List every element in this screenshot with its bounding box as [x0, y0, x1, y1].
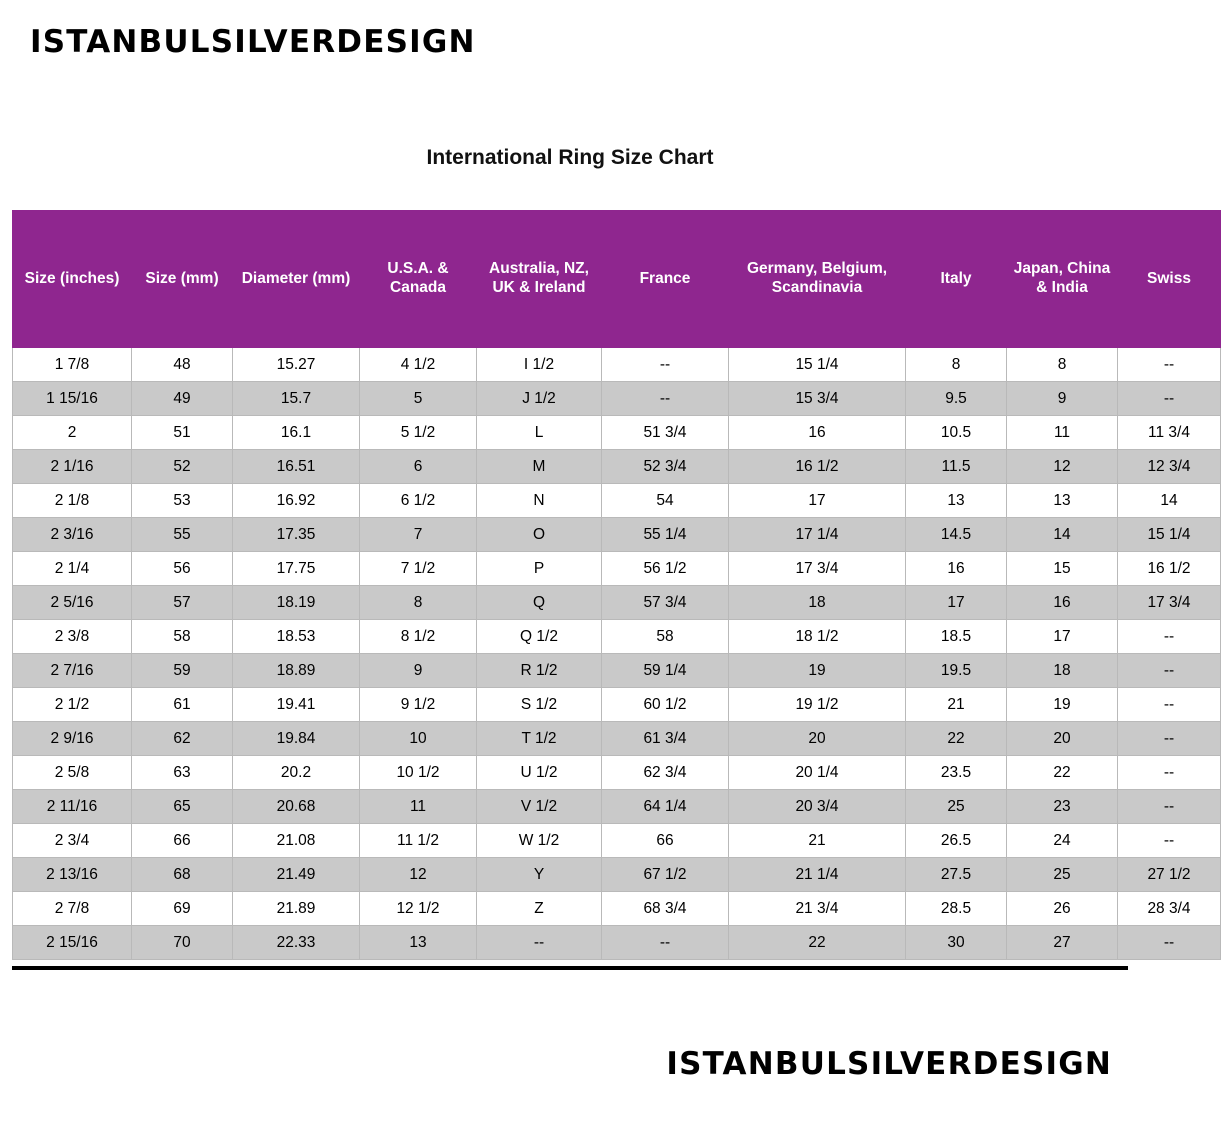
table-cell: 55 1/4 [602, 518, 729, 552]
table-cell: 11 [360, 790, 477, 824]
table-cell: 55 [132, 518, 233, 552]
table-cell: 19 1/2 [729, 688, 906, 722]
table-cell: 18.5 [906, 620, 1007, 654]
table-cell: 2 1/2 [13, 688, 132, 722]
table-cell: Q [477, 586, 602, 620]
table-cell: 2 1/4 [13, 552, 132, 586]
table-cell: 12 1/2 [360, 892, 477, 926]
table-cell: 5 [360, 382, 477, 416]
table-cell: 8 [906, 348, 1007, 382]
table-cell: 57 [132, 586, 233, 620]
table-cell: 8 [1007, 348, 1118, 382]
table-cell: 15 1/4 [729, 348, 906, 382]
table-cell: 15 1/4 [1118, 518, 1221, 552]
table-cell: -- [1118, 688, 1221, 722]
table-cell: 2 7/16 [13, 654, 132, 688]
table-cell: 15 3/4 [729, 382, 906, 416]
table-cell: -- [477, 926, 602, 960]
column-header-usa-canada: U.S.A. & Canada [360, 211, 477, 348]
table-cell: 25 [1007, 858, 1118, 892]
table-cell: 59 1/4 [602, 654, 729, 688]
table-cell: 21 [729, 824, 906, 858]
table-cell: -- [1118, 348, 1221, 382]
table-cell: 59 [132, 654, 233, 688]
table-row [13, 790, 1221, 824]
table-row [13, 620, 1221, 654]
column-header-australia-nz-uk-ireland: Australia, NZ, UK & Ireland [477, 211, 602, 348]
table-cell: 18.89 [233, 654, 360, 688]
table-cell: 17.75 [233, 552, 360, 586]
table-cell: -- [1118, 824, 1221, 858]
table-cell: 25 [906, 790, 1007, 824]
table-cell: 10.5 [906, 416, 1007, 450]
table-cell: 2 9/16 [13, 722, 132, 756]
table-cell: 60 1/2 [602, 688, 729, 722]
ring-size-table [12, 210, 1221, 960]
table-cell: 23.5 [906, 756, 1007, 790]
table-cell: 17 1/4 [729, 518, 906, 552]
table-cell: 19.5 [906, 654, 1007, 688]
column-header-france: France [602, 211, 729, 348]
table-cell: 2 5/8 [13, 756, 132, 790]
table-cell: 16 [729, 416, 906, 450]
table-cell: 11.5 [906, 450, 1007, 484]
table-cell: 23 [1007, 790, 1118, 824]
table-cell: 58 [602, 620, 729, 654]
table-cell: 19 [729, 654, 906, 688]
table-row [13, 892, 1221, 926]
table-cell: 66 [602, 824, 729, 858]
table-cell: 56 [132, 552, 233, 586]
table-cell: S 1/2 [477, 688, 602, 722]
column-header-diameter-mm: Diameter (mm) [233, 211, 360, 348]
table-cell: 22 [729, 926, 906, 960]
column-header-japan-china-india: Japan, China & India [1007, 211, 1118, 348]
table-cell: 28 3/4 [1118, 892, 1221, 926]
table-cell: 17 3/4 [729, 552, 906, 586]
table-cell: Y [477, 858, 602, 892]
table-cell: 21.89 [233, 892, 360, 926]
table-cell: -- [602, 348, 729, 382]
table-cell: 6 1/2 [360, 484, 477, 518]
table-cell: -- [1118, 722, 1221, 756]
table-cell: 28.5 [906, 892, 1007, 926]
table-cell: 68 [132, 858, 233, 892]
table-cell: 16 1/2 [729, 450, 906, 484]
table-cell: I 1/2 [477, 348, 602, 382]
table-cell: 13 [1007, 484, 1118, 518]
table-cell: 16.1 [233, 416, 360, 450]
table-cell: M [477, 450, 602, 484]
table-cell: 1 15/16 [13, 382, 132, 416]
table-row [13, 416, 1221, 450]
table-cell: 20 [1007, 722, 1118, 756]
table-cell: 10 [360, 722, 477, 756]
column-header-germany-belgium-scandinavia: Germany, Belgium, Scandinavia [729, 211, 906, 348]
table-row [13, 450, 1221, 484]
table-cell: -- [1118, 926, 1221, 960]
table-cell: 2 13/16 [13, 858, 132, 892]
table-cell: 30 [906, 926, 1007, 960]
table-cell: 27 [1007, 926, 1118, 960]
table-cell: 13 [906, 484, 1007, 518]
table-cell: 19 [1007, 688, 1118, 722]
table-cell: 13 [360, 926, 477, 960]
table-cell: 54 [602, 484, 729, 518]
horizontal-divider [12, 966, 1128, 970]
table-cell: 57 3/4 [602, 586, 729, 620]
column-header-size-mm: Size (mm) [132, 211, 233, 348]
table-cell: 21.49 [233, 858, 360, 892]
table-cell: 20.2 [233, 756, 360, 790]
table-cell: 2 [13, 416, 132, 450]
table-cell: 48 [132, 348, 233, 382]
table-cell: 14 [1118, 484, 1221, 518]
table-cell: 61 3/4 [602, 722, 729, 756]
table-cell: 18 1/2 [729, 620, 906, 654]
table-cell: 56 1/2 [602, 552, 729, 586]
brand-wordmark-bottom: ISTANBULSILVERDESIGN [666, 1046, 1112, 1082]
table-row [13, 824, 1221, 858]
column-header-size-inches: Size (inches) [13, 211, 132, 348]
table-cell: 19.84 [233, 722, 360, 756]
table-cell: 20 1/4 [729, 756, 906, 790]
table-cell: 2 5/16 [13, 586, 132, 620]
table-cell: 64 1/4 [602, 790, 729, 824]
table-cell: 17 [906, 586, 1007, 620]
table-cell: 11 [1007, 416, 1118, 450]
table-cell: Z [477, 892, 602, 926]
table-cell: 62 [132, 722, 233, 756]
brand-wordmark-top: ISTANBULSILVERDESIGN [30, 24, 476, 60]
table-cell: 9.5 [906, 382, 1007, 416]
table-header-row [13, 211, 1221, 348]
table-header [13, 211, 1221, 348]
table-cell: 66 [132, 824, 233, 858]
table-cell: 8 1/2 [360, 620, 477, 654]
table-cell: -- [1118, 790, 1221, 824]
table-cell: 21 [906, 688, 1007, 722]
table-cell: 15.7 [233, 382, 360, 416]
table-cell: 18.53 [233, 620, 360, 654]
table-row [13, 722, 1221, 756]
table-row [13, 518, 1221, 552]
table-cell: 8 [360, 586, 477, 620]
table-cell: L [477, 416, 602, 450]
table-cell: 6 [360, 450, 477, 484]
table-cell: 19.41 [233, 688, 360, 722]
table-cell: 21.08 [233, 824, 360, 858]
column-header-italy: Italy [906, 211, 1007, 348]
table-cell: U 1/2 [477, 756, 602, 790]
table-cell: 16 [1007, 586, 1118, 620]
table-cell: Q 1/2 [477, 620, 602, 654]
table-cell: 69 [132, 892, 233, 926]
table-cell: 26 [1007, 892, 1118, 926]
table-cell: 18 [729, 586, 906, 620]
table-cell: -- [602, 926, 729, 960]
table-cell: 22 [1007, 756, 1118, 790]
table-cell: 2 7/8 [13, 892, 132, 926]
table-cell: 17 [729, 484, 906, 518]
table-cell: 49 [132, 382, 233, 416]
table-cell: 21 1/4 [729, 858, 906, 892]
table-cell: 14.5 [906, 518, 1007, 552]
table-cell: 26.5 [906, 824, 1007, 858]
table-cell: 9 [1007, 382, 1118, 416]
column-header-swiss: Swiss [1118, 211, 1221, 348]
table-cell: 53 [132, 484, 233, 518]
table-cell: 11 3/4 [1118, 416, 1221, 450]
table-cell: J 1/2 [477, 382, 602, 416]
table-row [13, 756, 1221, 790]
table-row [13, 586, 1221, 620]
table-cell: 52 3/4 [602, 450, 729, 484]
table-cell: 2 1/16 [13, 450, 132, 484]
table-cell: 70 [132, 926, 233, 960]
table-cell: 16 [906, 552, 1007, 586]
table-cell: N [477, 484, 602, 518]
table-cell: 63 [132, 756, 233, 790]
table-cell: 16 1/2 [1118, 552, 1221, 586]
table-cell: 2 3/4 [13, 824, 132, 858]
table-cell: V 1/2 [477, 790, 602, 824]
table-cell: 20 3/4 [729, 790, 906, 824]
table-cell: 2 3/8 [13, 620, 132, 654]
table-cell: 20 [729, 722, 906, 756]
table-row [13, 552, 1221, 586]
table-cell: 9 [360, 654, 477, 688]
table-cell: 4 1/2 [360, 348, 477, 382]
table-cell: 2 11/16 [13, 790, 132, 824]
table-cell: 18.19 [233, 586, 360, 620]
table-cell: 15.27 [233, 348, 360, 382]
table-cell: 27 1/2 [1118, 858, 1221, 892]
table-cell: 17.35 [233, 518, 360, 552]
table-cell: 17 [1007, 620, 1118, 654]
table-cell: W 1/2 [477, 824, 602, 858]
table-cell: T 1/2 [477, 722, 602, 756]
table-cell: 16.92 [233, 484, 360, 518]
table-cell: 65 [132, 790, 233, 824]
table-row [13, 382, 1221, 416]
table-cell: 7 [360, 518, 477, 552]
table-cell: R 1/2 [477, 654, 602, 688]
table-cell: P [477, 552, 602, 586]
table-cell: 11 1/2 [360, 824, 477, 858]
table-cell: 12 [1007, 450, 1118, 484]
table-cell: 22.33 [233, 926, 360, 960]
table-cell: 1 7/8 [13, 348, 132, 382]
table-cell: -- [1118, 756, 1221, 790]
table-row [13, 348, 1221, 382]
table-cell: 21 3/4 [729, 892, 906, 926]
table-cell: 20.68 [233, 790, 360, 824]
table-cell: 14 [1007, 518, 1118, 552]
table-cell: 12 [360, 858, 477, 892]
table-cell: -- [1118, 382, 1221, 416]
table-cell: 61 [132, 688, 233, 722]
table-cell: -- [1118, 654, 1221, 688]
table-cell: O [477, 518, 602, 552]
table-row [13, 858, 1221, 892]
table-cell: 15 [1007, 552, 1118, 586]
table-cell: 62 3/4 [602, 756, 729, 790]
table-cell: 2 1/8 [13, 484, 132, 518]
table-cell: 12 3/4 [1118, 450, 1221, 484]
table-cell: 9 1/2 [360, 688, 477, 722]
table-cell: 2 15/16 [13, 926, 132, 960]
page-title: International Ring Size Chart [426, 146, 714, 169]
table-body [13, 348, 1221, 960]
ring-size-table-wrapper [12, 210, 1191, 960]
table-cell: 10 1/2 [360, 756, 477, 790]
table-cell: 2 3/16 [13, 518, 132, 552]
table-row [13, 688, 1221, 722]
table-row [13, 484, 1221, 518]
table-row [13, 654, 1221, 688]
table-cell: 68 3/4 [602, 892, 729, 926]
table-cell: 5 1/2 [360, 416, 477, 450]
table-cell: 17 3/4 [1118, 586, 1221, 620]
table-cell: 51 3/4 [602, 416, 729, 450]
table-cell: 22 [906, 722, 1007, 756]
table-cell: 16.51 [233, 450, 360, 484]
table-cell: -- [1118, 620, 1221, 654]
table-cell: 24 [1007, 824, 1118, 858]
table-cell: 18 [1007, 654, 1118, 688]
table-row [13, 926, 1221, 960]
table-cell: 27.5 [906, 858, 1007, 892]
table-cell: 67 1/2 [602, 858, 729, 892]
table-cell: 7 1/2 [360, 552, 477, 586]
table-cell: 51 [132, 416, 233, 450]
table-cell: 52 [132, 450, 233, 484]
table-cell: 58 [132, 620, 233, 654]
table-cell: -- [602, 382, 729, 416]
